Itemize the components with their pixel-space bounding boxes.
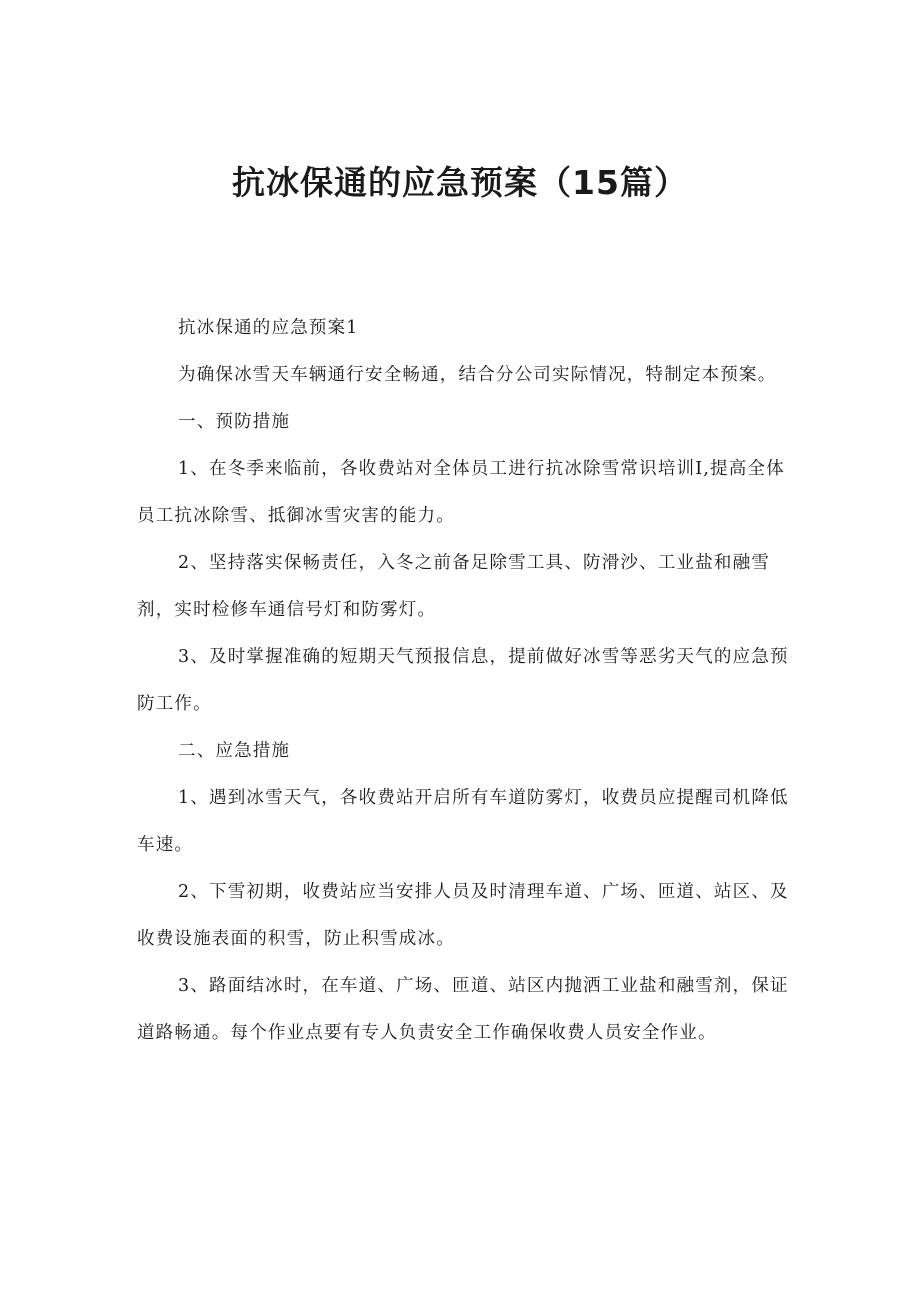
emergency-item-2: 2、下雪初期，收费站应当安排人员及时清理车道、广场、匝道、站区、及收费设施表面的积雪，防止积雪成冰。 xyxy=(137,882,789,949)
document-body xyxy=(137,305,797,1057)
section-heading-prevention: 一、预防措施 xyxy=(178,412,291,432)
section-heading-emergency: 二、应急措施 xyxy=(178,741,291,761)
prevention-item-2: 2、坚持落实保畅责任，入冬之前备足除雪工具、防滑沙、工业盐和融雪剂，实时检修车通信号灯和防雾灯。 xyxy=(137,553,771,620)
emergency-item-3: 3、路面结冰时，在车道、广场、匝道、站区内抛洒工业盐和融雪剂，保证道路畅通。每个作业点要有专人负责安全工作确保收费人员安全作业。 xyxy=(137,976,789,1043)
prevention-item-1: 1、在冬季来临前，各收费站对全体员工进行抗冰除雪常识培训I,提高全体员工抗冰除雪、抵御冰雪灾害的能力。 xyxy=(137,459,785,526)
emergency-item-1: 1、遇到冰雪天气，各收费站开启所有车道防雾灯，收费员应提醒司机降低车速。 xyxy=(137,788,789,855)
prevention-item-3: 3、及时掌握准确的短期天气预报信息，提前做好冰雪等恶劣天气的应急预防工作。 xyxy=(137,647,789,714)
intro-paragraph: 为确保冰雪天车辆通行安全畅通，结合分公司实际情况，特制定本预案。 xyxy=(178,365,777,385)
document-title: 抗冰保通的应急预案（15篇） xyxy=(232,163,688,202)
section-title: 抗冰保通的应急预案1 xyxy=(178,318,359,338)
